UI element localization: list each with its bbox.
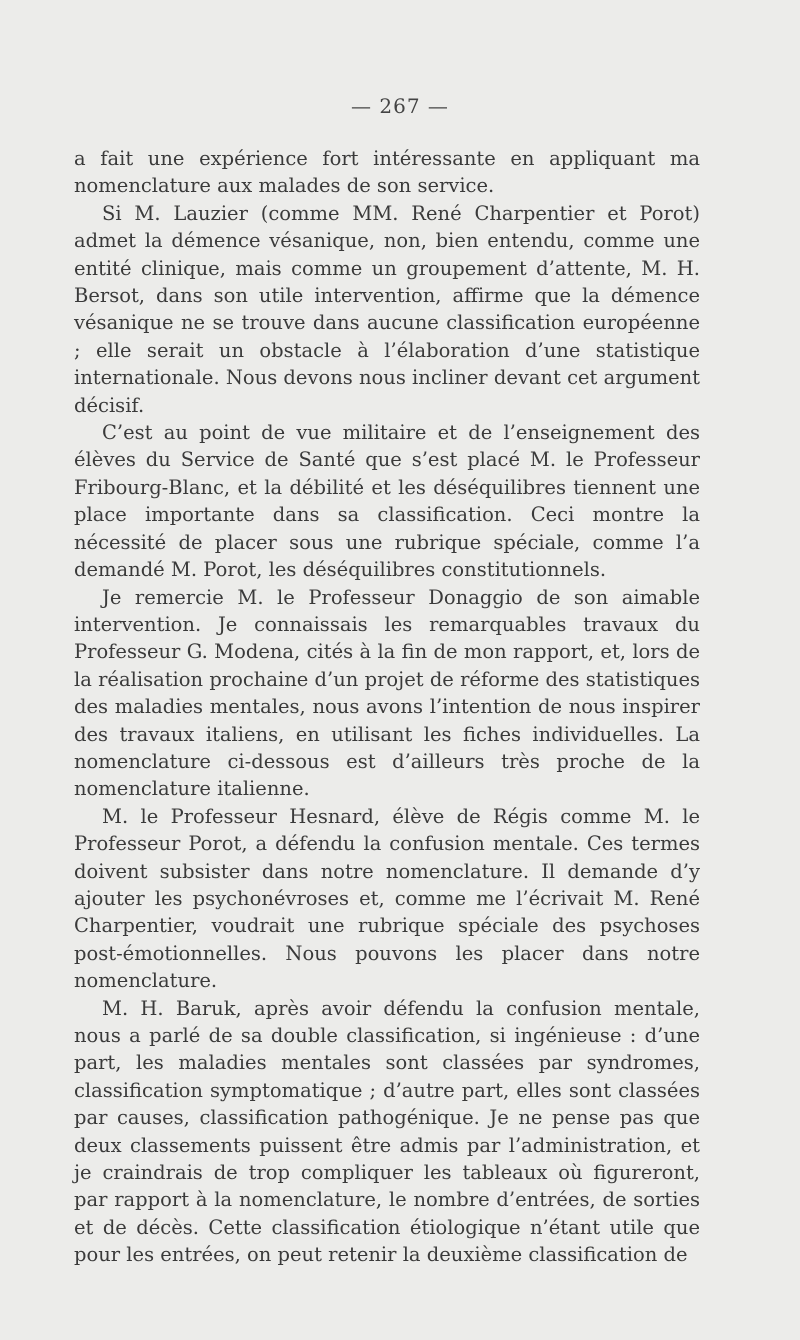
body-text — [74, 145, 700, 1269]
paragraph-1: a fait une expérience fort intéressante en appliquant ma nomenclature aux malades de son service. — [74, 147, 700, 198]
paragraph-3: C’est au point de vue militaire et de l’enseignement des élèves du Service de Santé que s’est placé M. le Professeur Fribourg-Blanc, et la débilité et les déséquilibres tiennent une place importante dans sa classification. Ceci montre la nécessité de placer sous une rubrique spéciale, comme l’a demandé M. Porot, les déséquilibres constitutionnels. — [74, 421, 700, 582]
paragraph-2: Si M. Lauzier (comme MM. René Charpentier et Porot) admet la démence vésanique, non, bien entendu, comme une entité clinique, mais comme un groupement d’attente, M. H. Bersot, dans son utile intervention, affirme que la démence vésanique ne se trouve dans aucune classification européenne ; elle serait un obstacle à l’élaboration d’une statistique internationale. Nous devons nous incliner devant cet argument décisif. — [74, 201, 700, 417]
page-number: — 267 — — [351, 94, 449, 118]
paragraph-4: Je remercie M. le Professeur Donaggio de son aimable intervention. Je connaissais les remarquables travaux du Professeur G. Modena, cités à la fin de mon rapport, et, lors de la réalisation prochaine d’un projet de réforme des statistiques des maladies mentales, nous avons l’intention de nous inspirer des travaux italiens, en utilisant les fiches individuelles. La nomenclature ci-dessous est d’ailleurs très proche de la nomenclature italienne. — [74, 585, 700, 801]
paragraph-6: M. H. Baruk, après avoir défendu la confusion mentale, nous a parlé de sa double classification, si ingénieuse : d’une part, les maladies mentales sont classées par syndromes, classification symptomatique ; d’autre part, elles sont classées par causes, classification pathogénique. Je ne pense pas que deux classements puissent être admis par l’administration, et je craindrais de trop compliquer les tableaux où figureront, par rapport à la nomenclature, le nombre d’entrées, de sorties et de décès. Cette classification étiologique n’étant utile que pour les entrées, on peut retenir la deuxième classification de — [74, 996, 700, 1267]
paragraph-5: M. le Professeur Hesnard, élève de Régis comme M. le Professeur Porot, a défendu la confusion mentale. Ces termes doivent subsister dans notre nomenclature. Il demande d’y ajouter les psychonévroses et, comme me l’écrivait M. René Charpentier, voudrait une rubrique spéciale des psychoses post-émotionnelles. Nous pouvons les placer dans notre nomenclature. — [74, 804, 700, 993]
